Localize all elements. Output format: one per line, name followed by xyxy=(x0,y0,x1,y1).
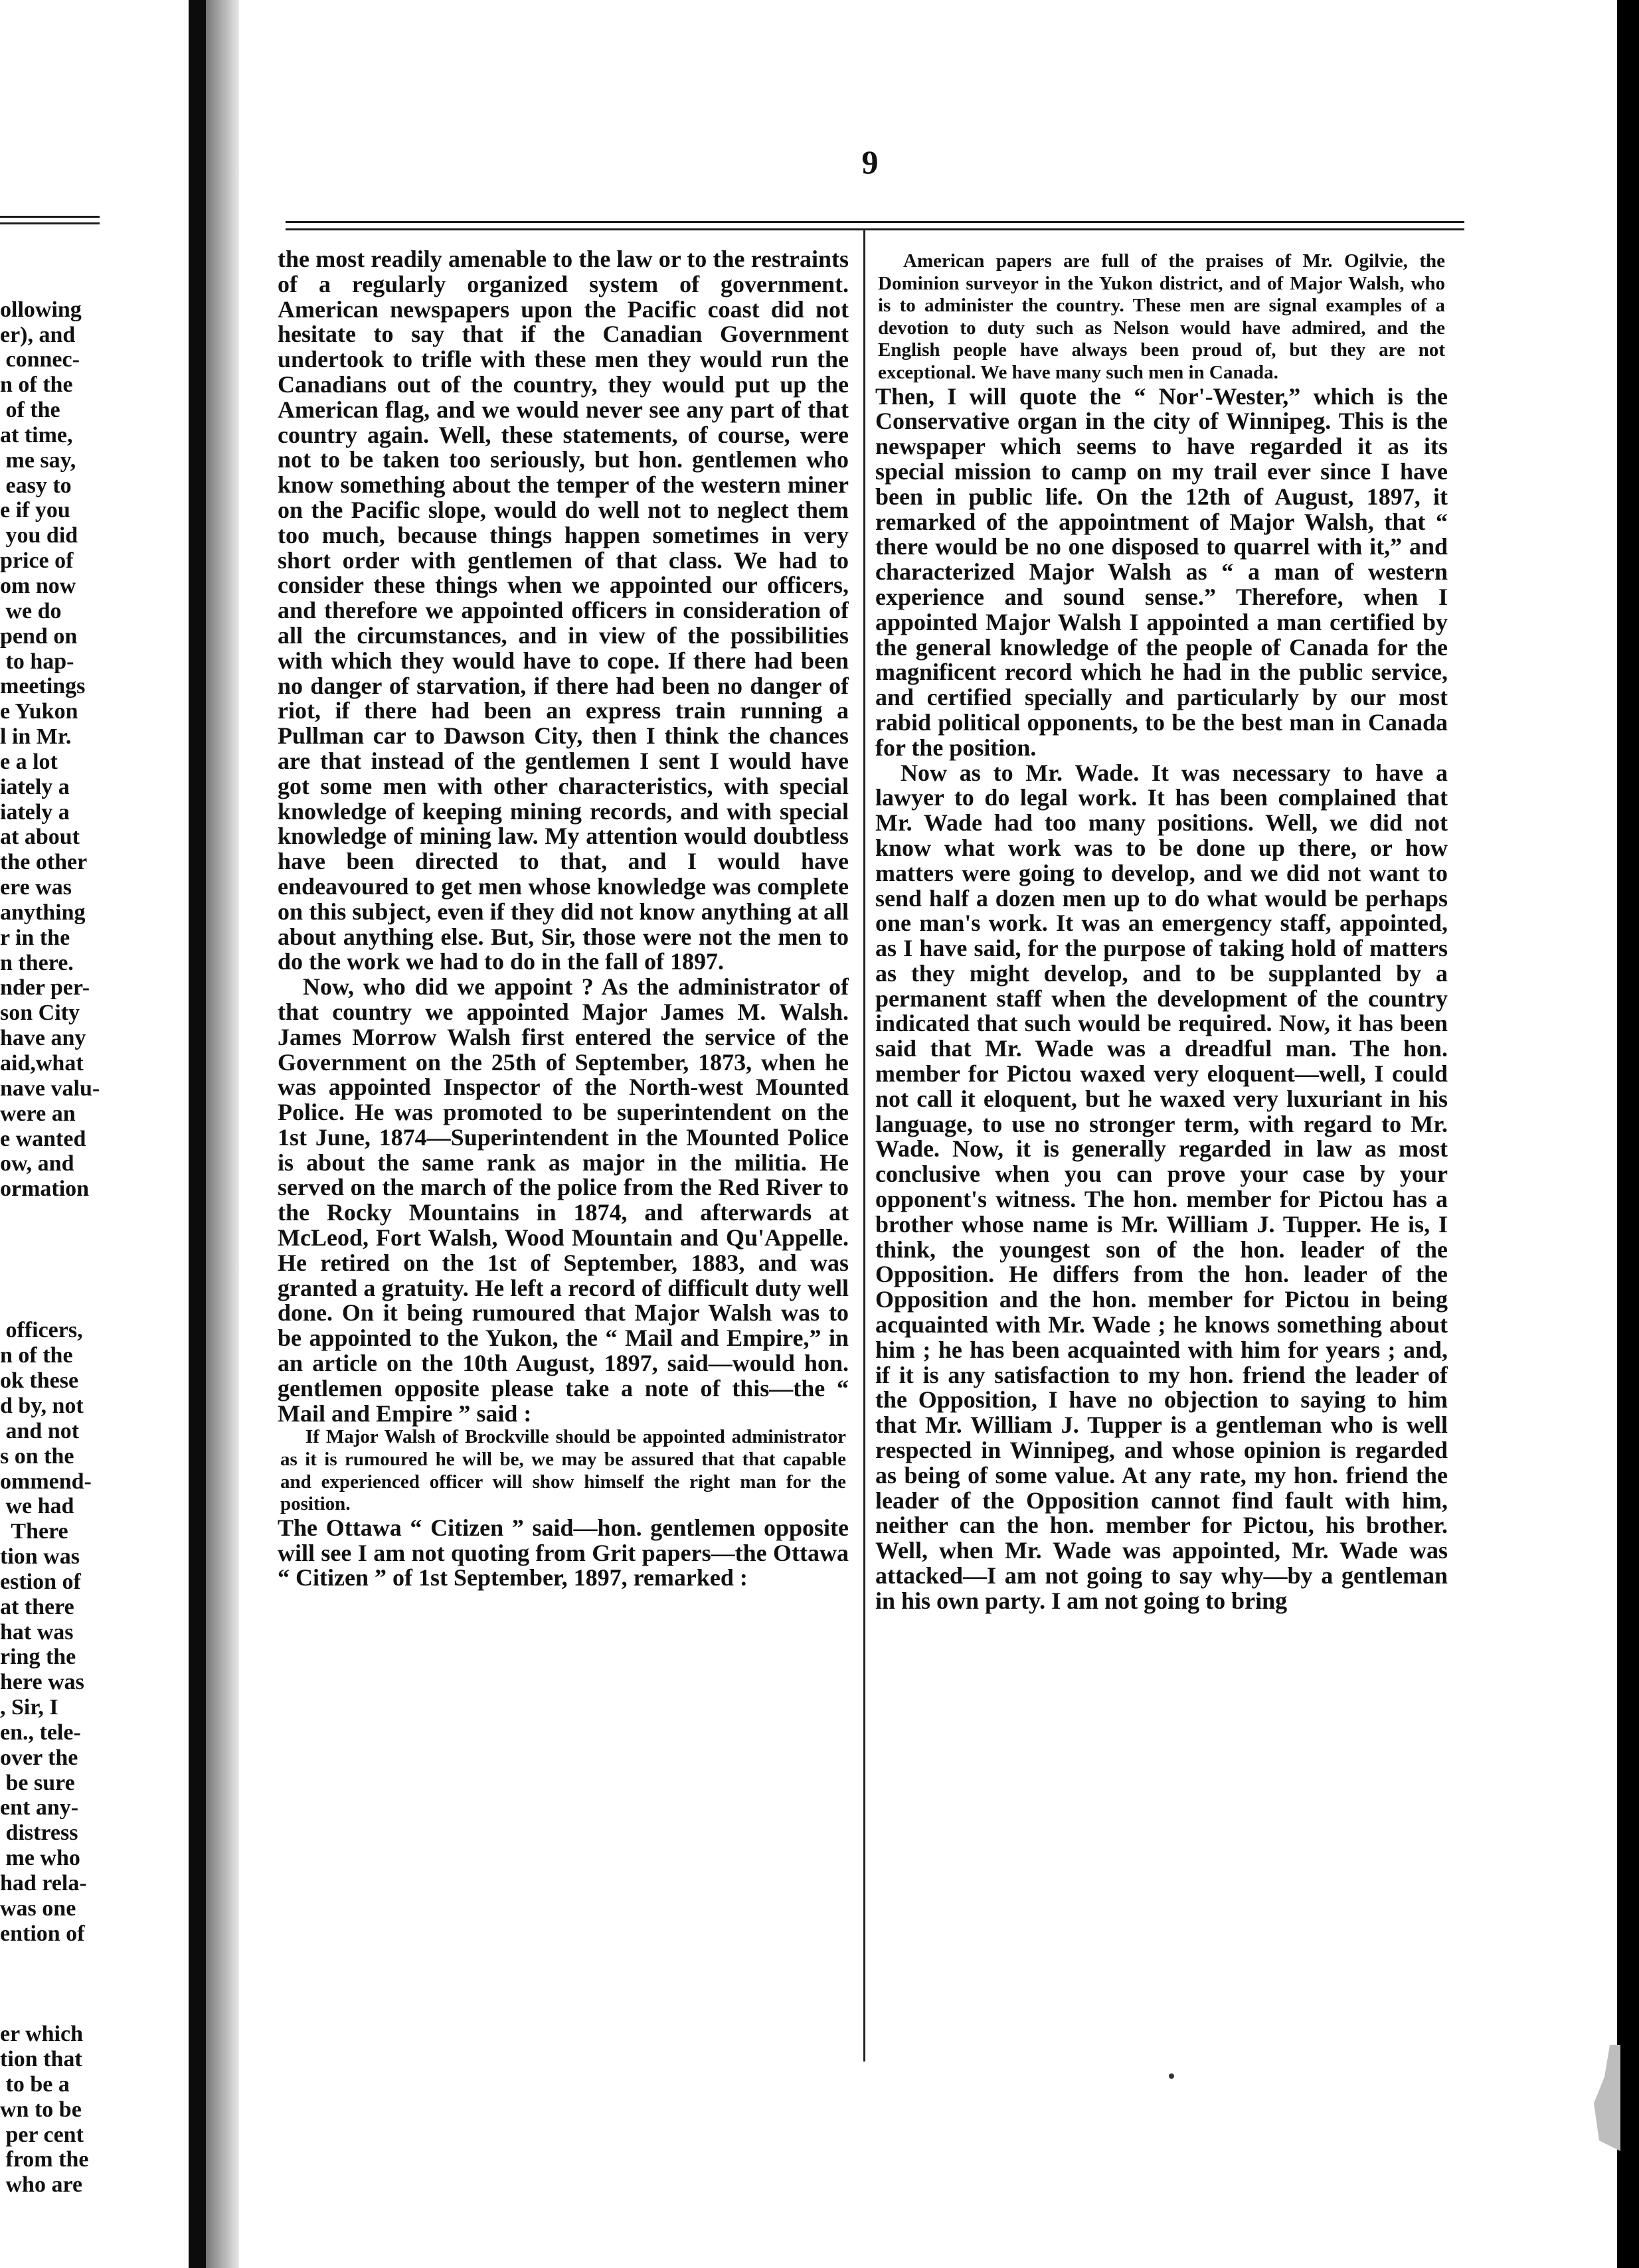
page-binding xyxy=(189,0,206,2268)
left-fragment-rule xyxy=(0,216,100,218)
ottawa-citizen-quote: American papers are full of the praises of Mr. Ogilvie, the Dominion surveyor in the Yukon district, and of Major Walsh, who is to administer the country. These men are signal examples of a devotion to duty such as Nelson would have admired, and the English people have always been proud of, but they are not exceptional. We have many such men in Canada. xyxy=(878,250,1445,383)
lines_middle-line: at there xyxy=(0,1594,74,1619)
lines_middle-line: en., tele- xyxy=(0,1720,81,1745)
lines_top-line: r in the xyxy=(0,925,70,950)
left-column xyxy=(278,247,849,1591)
lines_middle-line: s on the xyxy=(0,1443,74,1469)
lines_middle-line: , Sir, I xyxy=(0,1695,58,1720)
header-rule-2 xyxy=(286,228,1464,230)
lines_top-line: to hap- xyxy=(0,649,74,674)
lines_top-line: ormation xyxy=(0,1176,90,1202)
lines_top-line: n of the xyxy=(0,372,73,398)
lines_top-line: were an xyxy=(0,1101,76,1126)
left-paragraph-3: The Ottawa “ Citizen ” said—hon. gentlemen opposite will see I am not quoting from Grit papers—the Ottawa “ Citizen ” of 1st September, 1897, remarked : xyxy=(278,1514,849,1591)
lines_top-line: n there. xyxy=(0,950,74,975)
lines_top-line: iately a xyxy=(0,774,70,799)
left-paragraph-1: the most readily amenable to the law or to the restraints of a regularly organized system of government. American newspapers upon the Pacific coast did not hesitate to say that if the Canadian Government undertook to trifle with these men they would run the Canadians out of the country, they would put up the American flag, and we would never see any part of that country again. Well, these statements, of course, were not to be taken too seriously, but hon. gentlemen who know something about the temper of the western miner on the Pacific slope, would do well not to neglect them too much, because things happen sometimes in very short order with gentlemen of that class. We had to consider these things when we appointed our officers, and therefore we appointed officers in consideration of all the circumstances, and in view of the possibilities with which they would have to cope. If there had been no danger of starvation, if there had been no danger of riot, if there had been an express train running a Pullman car to Dawson City, then I think the chances are that instead of the gentlemen I sent I would have got some men with other characteristics, with special knowledge of keeping mining records, and with special knowledge of mining law. My attention would doubtless have been directed to that, and I would have endeavoured to get men whose knowledge was complete on this subject, even if they did not know anything at all about anything else. But, Sir, those were not the men to do the work we had to do in the fall of 1897. xyxy=(278,247,849,975)
lines_top-line: ere was xyxy=(0,875,72,900)
lines_top-line: e if you xyxy=(0,498,70,523)
lines_top-line: iately a xyxy=(0,799,70,825)
lines_top-line: of the xyxy=(0,398,60,423)
lines_top-line: at about xyxy=(0,825,80,850)
lines_top-line: pend on xyxy=(0,623,78,649)
lines_top-line: om now xyxy=(0,573,76,598)
lines_top-line: e Yukon xyxy=(0,699,78,724)
lines_top-line: e wanted xyxy=(0,1126,86,1151)
lines_middle-line: was one xyxy=(0,1896,76,1921)
lines_bottom-line: from the xyxy=(0,2147,89,2172)
lines_middle-line: distress xyxy=(0,1821,78,1846)
lines_middle-line: ent any- xyxy=(0,1795,79,1821)
lines_middle-line: we had xyxy=(0,1494,74,1519)
lines_bottom-line: to be a xyxy=(0,2071,70,2097)
lines_top-line: son City xyxy=(0,1001,80,1026)
lines_top-line: easy to xyxy=(0,473,72,498)
lines_top-line: aid,what xyxy=(0,1051,84,1076)
lines_top-line: nave valu- xyxy=(0,1076,100,1101)
left-paragraph-2: Now, who did we appoint ? As the administrator of that country we appointed Major James M. Walsh. James Morrow Walsh first entered the service of the Government on the 25th of September, 1873, when he was appointed Inspector of the North-west Mounted Police. He was promoted to be superintendent on the 1st June, 1874—Superintendent in the Mounted Police is about the same rank as major in the militia. He served on the march of the police from the Red River to the Rocky Mountains in 1874, and afterwards at McLeod, Fort Walsh, Wood Mountain and Qu'Appelle. He retired on the 1st of September, 1883, and was granted a gratuity. He left a record of difficult duty well done. On it being rumoured that Major Walsh was to be appointed to the Yukon, the “ Mail and Empire,” in an article on the 10th August, 1897, said—would hon. gentlemen opposite please take a note of this—the “ Mail and Empire ” said : xyxy=(278,973,849,1427)
fragment-lines-bottom xyxy=(0,2022,110,2198)
right-column xyxy=(875,250,1448,1614)
lines_middle-line: and not xyxy=(0,1418,80,1443)
lines_middle-line: estion of xyxy=(0,1569,81,1594)
page-edge xyxy=(1617,0,1639,2268)
lines_middle-line: n of the xyxy=(0,1343,73,1368)
torn-corner xyxy=(1594,2045,1620,2151)
lines_top-line: connec- xyxy=(0,347,80,372)
lines_middle-line: me who xyxy=(0,1846,80,1871)
lines_middle-line: here was xyxy=(0,1670,84,1695)
lines_middle-line: ention of xyxy=(0,1921,85,1946)
lines_top-line: you did xyxy=(0,523,78,548)
lines_middle-line: There xyxy=(0,1519,68,1544)
lines_middle-line: be sure xyxy=(0,1770,75,1795)
lines_middle-line: ommend- xyxy=(0,1469,92,1494)
lines_bottom-line: per cent xyxy=(0,2122,84,2147)
lines_middle-line: hat was xyxy=(0,1619,74,1645)
lines_top-line: nder per- xyxy=(0,975,90,1001)
lines_middle-line: ring the xyxy=(0,1645,76,1670)
lines_bottom-line: er which xyxy=(0,2022,83,2047)
lines_middle-line: officers, xyxy=(0,1318,83,1343)
lines_middle-line: ok these xyxy=(0,1368,79,1394)
lines_top-line: the other xyxy=(0,850,88,875)
lines_top-line: anything xyxy=(0,900,86,925)
lines_top-line: ollowing xyxy=(0,297,82,322)
header-rule xyxy=(286,221,1464,223)
left-page-fragment xyxy=(0,247,110,2248)
lines_top-line: ow, and xyxy=(0,1151,74,1176)
right-paragraph-2: Now as to Mr. Wade. It was necessary to have a lawyer to do legal work. It has been complained that Mr. Wade had too many positions. Well, we did not know what work was to be done up there, or how matters were going to develop, and we did not want to send half a dozen men up to do what would be perhaps one man's work. It was an emergency staff, appointed, as I have said, for the purpose of taking hold of matters as they might develop, and to be supplanted by a permanent staff when the development of the country indicated that such would be required. Now, it has been said that Mr. Wade was a dreadful man. The hon. member for Pictou waxed very eloquent—well, I could not call it eloquent, but he waxed very luxuriant in his language, to use no stronger term, with regard to Mr. Wade. Now, it is generally regarded in law as most conclusive when you can prove your case by your opponent's witness. The hon. member for Pictou has a brother whose name is Mr. William J. Tupper. He is, I think, the youngest son of the hon. leader of the Opposition. He differs from the hon. leader of the Opposition and the hon. member for Pictou in being acquainted with Mr. Wade ; he knows something about him ; he has been acquainted with him for years ; and, if it is any satisfaction to my hon. friend the leader of the Opposition, I have no objection to saying to him that Mr. William J. Tupper is a gentleman who is well respected in Winnipeg, and whose opinion is regarded as being of some value. At any rate, my hon. friend the leader of the Opposition cannot find fault with him, neither can the hon. member for Pictou, his brother. Well, when Mr. Wade was appointed, Mr. Wade was attacked—I am not going to say why—by a gentleman in his own party. I am not going to bring xyxy=(875,759,1448,1614)
lines_top-line: er), and xyxy=(0,322,76,347)
lines_top-line: me say, xyxy=(0,447,76,473)
print-speck xyxy=(1169,2073,1174,2079)
lines_middle-line: d by, not xyxy=(0,1393,84,1418)
lines_bottom-line: wn to be xyxy=(0,2097,82,2122)
lines_top-line: have any xyxy=(0,1026,86,1051)
lines_middle-line: over the xyxy=(0,1745,78,1770)
column-divider xyxy=(863,229,865,2062)
lines_middle-line: had rela- xyxy=(0,1871,87,1896)
lines_top-line: we do xyxy=(0,598,62,623)
page-number: 9 xyxy=(861,143,879,181)
right-paragraph-1: Then, I will quote the “ Nor'-Wester,” which is the Conservative organ in the city of Winnipeg. This is the newspaper which seems to have regarded it as its special mission to camp on my trail ever since I have been in public life. On the 12th of August, 1897, it remarked of the appointment of Major Walsh, that “ there would be no one disposed to quarrel with it,” and characterized Major Walsh as “ a man of western experience and sound sense.” Therefore, when I appointed Major Walsh I appointed a man certified by the general knowledge of the people of Canada for the magnificent record which he had in the public service, and certified specially and particularly by our most rabid political opponents, to be the best man in Canada for the position. xyxy=(875,382,1448,761)
lines_top-line: price of xyxy=(0,548,74,574)
lines_bottom-line: tion that xyxy=(0,2047,82,2072)
fragment-lines-top xyxy=(0,297,110,1202)
lines_bottom-line: who are xyxy=(0,2172,83,2198)
left-fragment-rule-2 xyxy=(0,222,100,224)
fragment-lines-middle xyxy=(0,1318,110,1946)
binding-shadow xyxy=(206,0,239,2268)
mail-and-empire-quote: If Major Walsh of Brockville should be appointed administrator as it is rumoured he will be, we may be assured that that capable and experienced officer will show himself the right man for the position. xyxy=(280,1426,846,1515)
lines_top-line: l in Mr. xyxy=(0,724,72,750)
lines_top-line: at time, xyxy=(0,422,73,447)
lines_top-line: meetings xyxy=(0,674,86,699)
lines_top-line: e a lot xyxy=(0,749,58,774)
lines_middle-line: tion was xyxy=(0,1544,80,1570)
